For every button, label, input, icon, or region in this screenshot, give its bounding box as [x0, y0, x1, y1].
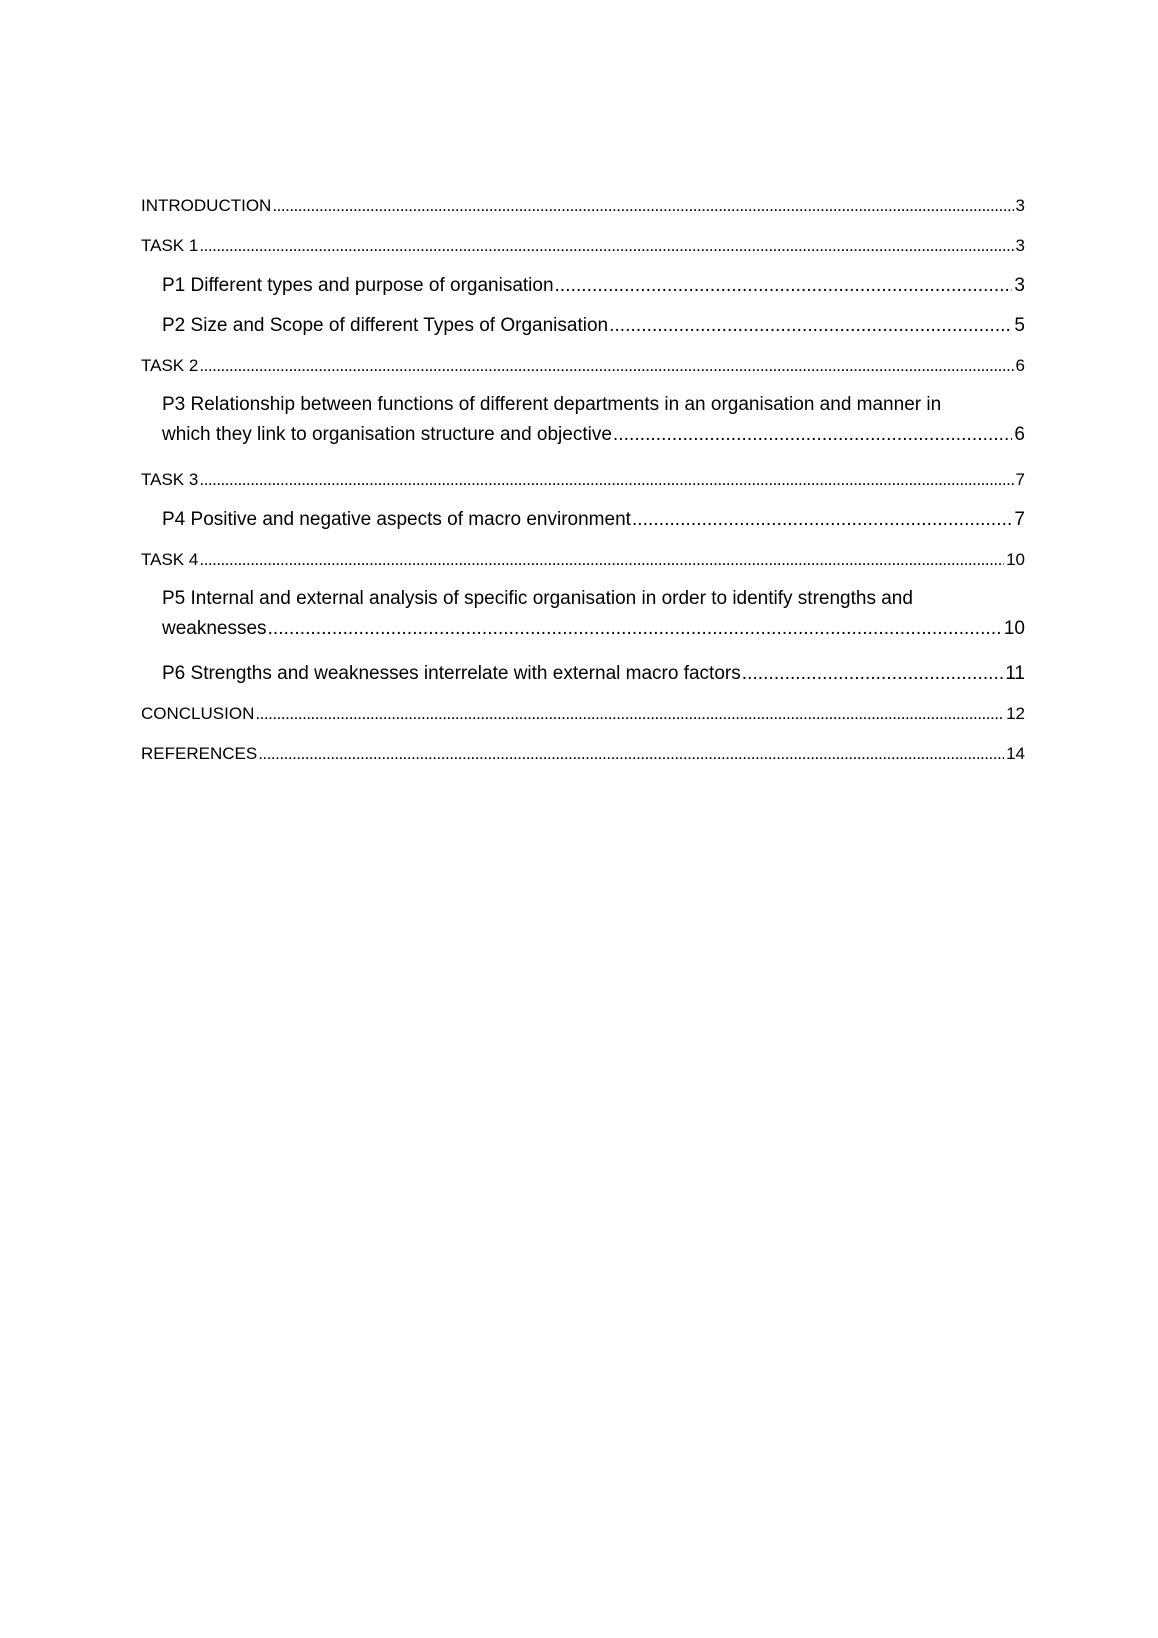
toc-page-number: 14 [1004, 734, 1025, 774]
toc-entry-p1[interactable] [141, 266, 1025, 306]
toc-page-number: 6 [1012, 420, 1025, 450]
toc-entry-title-line1: P5 Internal and external analysis of specific organisation in order to identify strengths and [162, 588, 913, 609]
toc-page-number: 11 [1003, 654, 1025, 694]
toc-entry-conclusion[interactable] [141, 694, 1025, 734]
toc-entry-p2[interactable] [141, 306, 1025, 346]
toc-entry-title: TASK 2 . . . [141, 346, 1025, 386]
toc-page-number: 3 [1012, 266, 1025, 306]
toc-entry-references[interactable] [141, 734, 1025, 774]
toc-entry-p3[interactable] [141, 386, 1025, 460]
toc-entry-title-line1: P3 Relationship between functions of different departments in an organisation and manner in [162, 394, 942, 415]
toc-page-number: 3 [1014, 226, 1025, 266]
toc-entry-task-4[interactable] [141, 540, 1025, 580]
toc-page-number: 3 [1014, 186, 1025, 226]
toc-entry-title: TASK 4 . . . [141, 540, 1025, 580]
toc-entry-title: P4 Positive and negative aspects of macro environment . . . [162, 500, 1025, 540]
toc-entry-p5[interactable] [141, 580, 1025, 654]
toc-page-number: 7 [1014, 460, 1025, 500]
toc-page-number: 7 [1012, 500, 1025, 540]
toc-entry-p6[interactable] [141, 654, 1025, 694]
toc-entry-title: TASK 1 . . . [141, 226, 1025, 266]
toc-entry-task-3[interactable] [141, 460, 1025, 500]
toc-entry-introduction[interactable] [141, 186, 1025, 226]
toc-entry-title: TASK 3 . . . [141, 460, 1025, 500]
toc-entry-title: P1 Different types and purpose of organisation . . . [162, 266, 1025, 306]
toc-page-number: 10 [1004, 540, 1025, 580]
toc-entry-title: CONCLUSION . . . [141, 694, 1025, 734]
toc-page-number: 5 [1012, 306, 1025, 346]
toc-page-number: 6 [1014, 346, 1025, 386]
toc-page-number: 12 [1004, 694, 1025, 734]
toc-page-number: 10 [1002, 614, 1025, 644]
toc-entry-task-2[interactable] [141, 346, 1025, 386]
toc-entry-title: P6 Strengths and weaknesses interrelate with external macro factors . . . [162, 654, 1025, 694]
toc-entry-title: REFERENCES . . . [141, 734, 1025, 774]
toc-entry-p4[interactable] [141, 500, 1025, 540]
toc-entry-title-line2: which they link to organisation structure and objective . . . [162, 420, 1025, 450]
toc-entry-title-line2: weaknesses . . . [162, 614, 1025, 644]
toc-entry-title: P2 Size and Scope of different Types of Organisation . . . [162, 306, 1025, 346]
table-of-contents [141, 186, 1025, 774]
toc-entry-title: INTRODUCTION . . . [141, 186, 1025, 226]
toc-entry-task-1[interactable] [141, 226, 1025, 266]
